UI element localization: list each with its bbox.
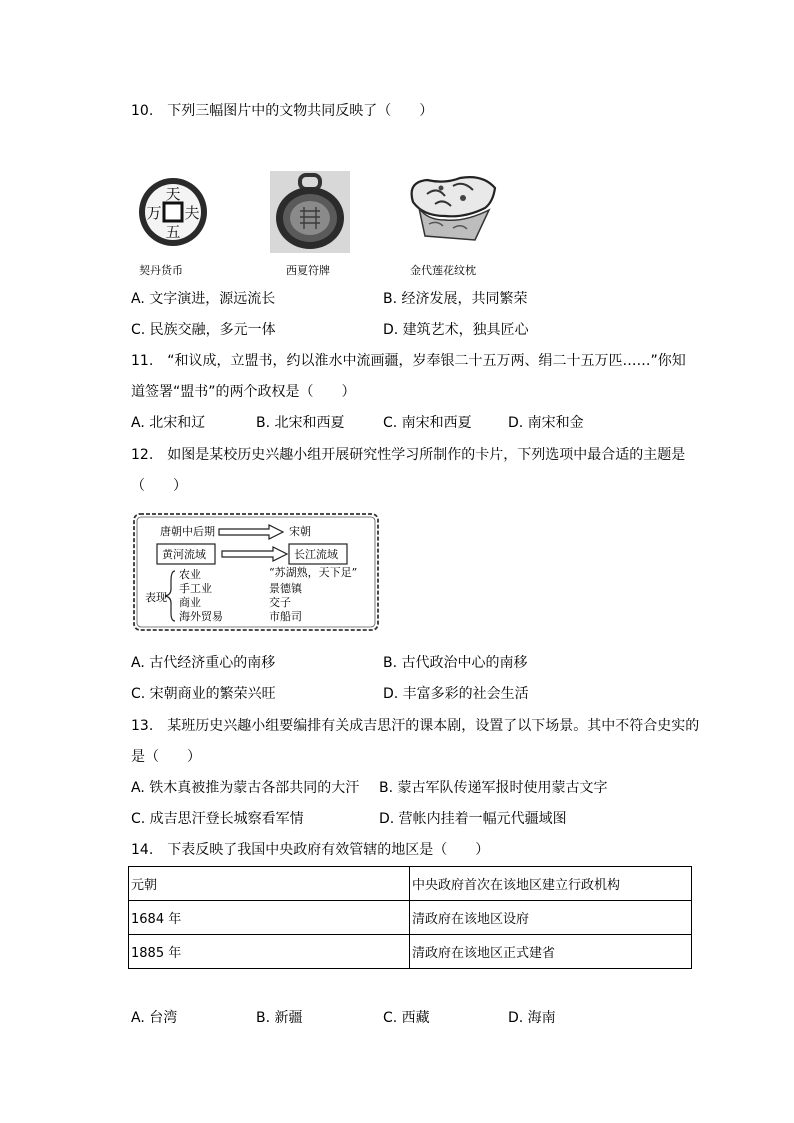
card-right-item: 市船司: [269, 610, 302, 623]
q10-option-d[interactable]: D. 建筑艺术，独具匠心: [383, 322, 529, 338]
table-cell: 清政府在该地区设府: [410, 901, 692, 935]
q11-option-a[interactable]: A. 北宋和辽: [131, 415, 206, 431]
caption-xixia-tally: 西夏符牌: [286, 264, 330, 277]
table-row: [129, 901, 692, 935]
card-from-region: 黄河流域: [162, 548, 206, 561]
q14-option-a[interactable]: A. 台湾: [131, 1010, 178, 1026]
card-right-item: 交子: [269, 596, 291, 609]
table-row: [129, 867, 692, 901]
q13-stem-line1: 13. 某班历史兴趣小组要编排有关成吉思汗的课本剧，设置了以下场景。其中不符合史实的: [131, 718, 700, 734]
q11-option-c[interactable]: C. 南宋和西夏: [383, 415, 472, 431]
card-label: 表现: [145, 591, 167, 604]
q11-stem-line2: 道签署“盟书”的两个政权是（ ）: [131, 384, 356, 400]
table-cell: 清政府在该地区正式建省: [410, 935, 692, 969]
q13-option-a[interactable]: A. 铁木真被推为蒙古各部共同的大汗: [131, 780, 360, 796]
q14-option-c[interactable]: C. 西藏: [383, 1010, 430, 1026]
khitan-coin-image: [128, 177, 218, 247]
q12-card: [131, 511, 381, 633]
table-cell: 1885 年: [129, 935, 410, 969]
q11-stem-line1: 11. “和议成，立盟书，约以淮水中流画疆，岁奉银二十五万两、绢二十五万匹……”你知: [131, 353, 686, 369]
card-right-item: “苏湖熟，天下足”: [269, 566, 358, 579]
table-row: [129, 935, 692, 969]
q12-option-c[interactable]: C. 宋朝商业的繁荣兴旺: [131, 686, 276, 702]
card-left-item: 海外贸易: [179, 610, 223, 623]
caption-khitan-coin: 契丹货币: [139, 264, 183, 277]
table-cell: 1684 年: [129, 901, 410, 935]
q10-option-b[interactable]: B. 经济发展，共同繁荣: [383, 291, 528, 307]
q10-option-a[interactable]: A. 文字演进，源远流长: [131, 291, 276, 307]
q13-option-d[interactable]: D. 营帐内挂着一幅元代疆域图: [379, 811, 567, 827]
q13-option-b[interactable]: B. 蒙古军队传递军报时使用蒙古文字: [379, 780, 608, 796]
card-left-item: 农业: [179, 568, 201, 581]
coin-char-right: 夫: [184, 204, 200, 222]
caption-jin-pillow: 金代莲花纹枕: [410, 264, 476, 277]
xixia-tally-image: [270, 171, 350, 253]
q12-stem-line1: 12. 如图是某校历史兴趣小组开展研究性学习所制作的卡片，下列选项中最合适的主题是: [131, 447, 686, 463]
table-cell: 中央政府首次在该地区建立行政机构: [410, 867, 692, 901]
coin-char-top: 天: [165, 185, 181, 203]
table-cell: 元朝: [129, 867, 410, 901]
q10-option-c[interactable]: C. 民族交融，多元一体: [131, 322, 276, 338]
q14-option-b[interactable]: B. 新疆: [256, 1010, 303, 1026]
q14-table: [128, 866, 692, 969]
card-to-region: 长江流域: [294, 548, 338, 561]
q12-stem-line2: （ ）: [131, 478, 187, 494]
q12-option-a[interactable]: A. 古代经济重心的南移: [131, 655, 276, 671]
q14-option-d[interactable]: D. 海南: [508, 1010, 556, 1026]
card-to-period: 宋朝: [289, 525, 311, 538]
q14-stem: 14. 下表反映了我国中央政府有效管辖的地区是（ ）: [131, 842, 490, 858]
q13-option-c[interactable]: C. 成吉思汗登长城察看军情: [131, 811, 304, 827]
q11-option-b[interactable]: B. 北宋和西夏: [256, 415, 345, 431]
q11-option-d[interactable]: D. 南宋和金: [508, 415, 584, 431]
q12-option-b[interactable]: B. 古代政治中心的南移: [383, 655, 528, 671]
jin-lotus-pillow-image: [405, 174, 500, 244]
coin-char-left: 万: [146, 204, 162, 222]
card-right-item: 景德镇: [269, 582, 302, 595]
card-from-period: 唐朝中后期: [160, 525, 215, 538]
q10-stem: 10. 下列三幅图片中的文物共同反映了（ ）: [131, 103, 434, 119]
card-left-item: 商业: [179, 596, 201, 609]
q12-option-d[interactable]: D. 丰富多彩的社会生活: [383, 686, 529, 702]
coin-char-bottom: 五: [165, 223, 181, 241]
q13-stem-line2: 是（ ）: [131, 749, 201, 765]
card-left-item: 手工业: [179, 582, 212, 595]
